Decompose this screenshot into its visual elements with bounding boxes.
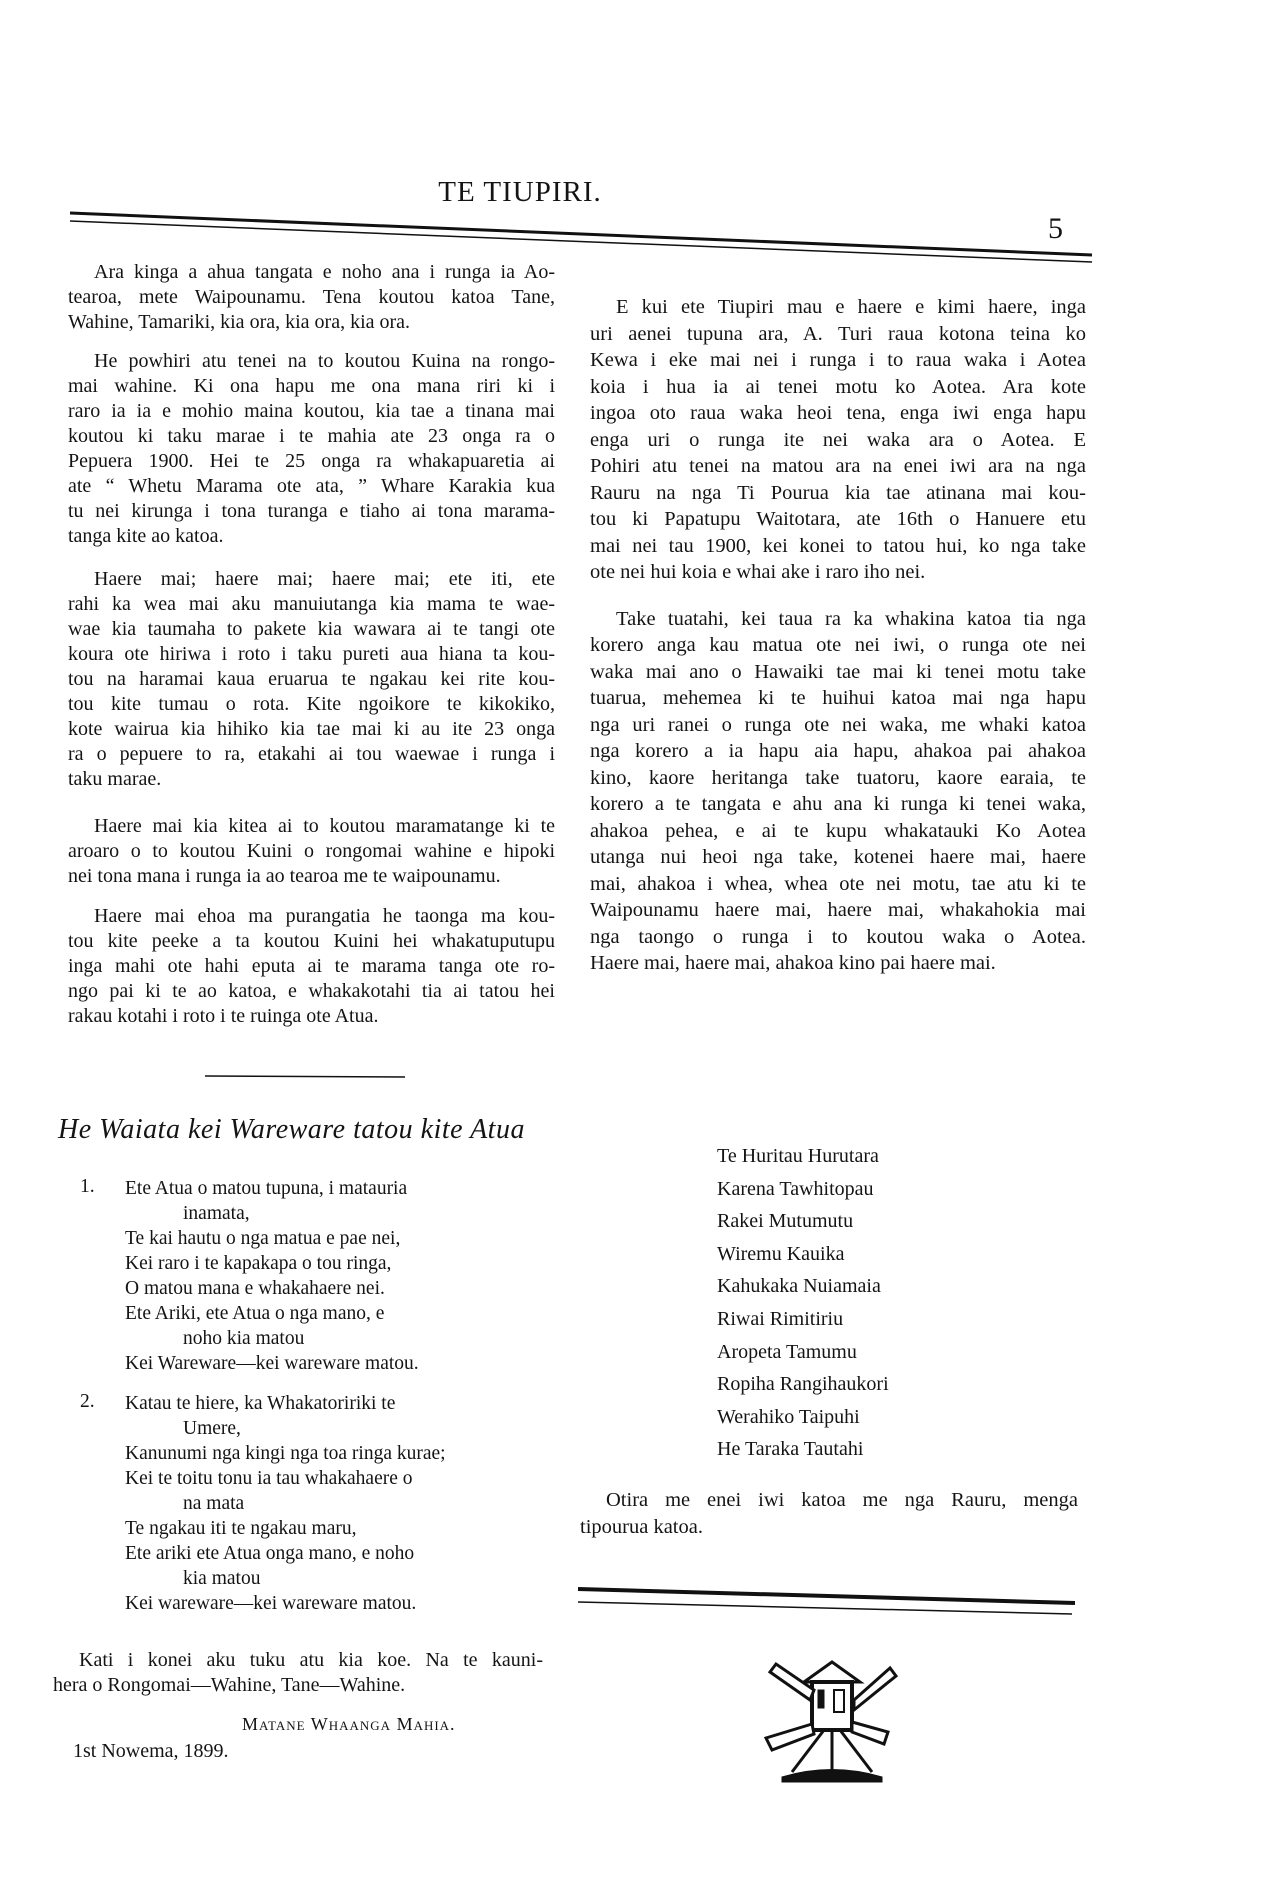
text-line: koura ote hiriwa i roto i taku pureti aua hiana ta kou- [68, 643, 555, 665]
signatory-name: Wiremu Kauika [717, 1242, 845, 1265]
stanza-number: 1. [80, 1176, 95, 1197]
paragraph [68, 260, 555, 335]
verse-text: noho kia matou [183, 1328, 305, 1349]
signatory-name: Rakei Mutumutu [717, 1210, 854, 1233]
text-line: Haere mai, haere mai, ahakoa kino pai haere mai. [590, 952, 996, 974]
text-line: Haere mai ehoa ma purangatia he taonga ma kou- [94, 905, 555, 927]
text-line: tuarua, mehemea ki te huihui katoa mai nga hapu [590, 687, 1086, 709]
text-line: korero anga kau matua ote nei iwi, o runga ote nei [590, 634, 1086, 656]
text-line: korero a te tangata e ahu ana ki runga ki tenei waka, [590, 793, 1086, 815]
text-line: He powhiri atu tenei na to koutou Kuina na rongo- [94, 350, 555, 372]
signatory-name: Ropiha Rangihaukori [717, 1373, 889, 1396]
text-line: tou kite tumau o rota. Kite ngoikore te kikokiko, [68, 693, 555, 715]
section-divider [205, 1076, 405, 1077]
text-line: tou na haramai kaua eruarua te ngakau kei rite kou- [68, 668, 555, 690]
text-line: tanga kite ao katoa. [68, 525, 224, 547]
verse-text: Kei te toitu tonu ia tau whakahaere o [125, 1468, 413, 1489]
text-line: nga korero a ia hapu aia hapu, ahakoa pai ahakoa [590, 740, 1086, 762]
text-line: tu nei kirunga i tona turanga e tiaho ai tona marama- [68, 500, 555, 522]
text-line: tearoa, mete Waipounamu. Tena koutou katoa Tane, [68, 286, 555, 308]
verse-line [80, 1301, 419, 1326]
signatory-name: Aropeta Tamumu [717, 1340, 857, 1363]
text-line: hera o Rongomai—Wahine, Tane—Wahine. [53, 1674, 406, 1696]
verse-text: Kanunumi nga kingi nga toa ringa kurae; [125, 1443, 446, 1464]
text-line: taku marae. [68, 768, 162, 790]
text-line: ra o pepuere to ra, etakahi ai tou waewae i runga i [68, 743, 555, 765]
signatory-name: Werahiko Taipuhi [717, 1405, 860, 1428]
page-title: TE TIUPIRI. [438, 176, 602, 208]
windmill-icon [766, 1662, 896, 1782]
paragraph [68, 567, 555, 792]
verse-text: Te ngakau iti te ngakau maru, [125, 1518, 357, 1539]
stanza [80, 1391, 446, 1616]
verse-line [80, 1226, 419, 1251]
text-line: tou ki Papatupu Waitotara, ate 16th o Hanuere etu [590, 508, 1086, 530]
verse-text: inamata, [183, 1203, 250, 1224]
text-line: aroaro o to koutou Kuini o rongomai wahine e hipoki [68, 840, 555, 862]
verse-text: Kei wareware—kei wareware matou. [125, 1593, 417, 1614]
text-line: kino, kaore heritanga take tuatoru, kaore earaia, te [590, 766, 1086, 789]
text-line: Otira me enei iwi katoa me nga Rauru, menga [606, 1489, 1078, 1511]
verse-line [80, 1276, 419, 1301]
text-line: Haere mai kia kitea ai to koutou maramatange ki te [94, 815, 555, 837]
text-line: mai wahine. Ki ona hapu me ona mana riri ki i [68, 375, 555, 397]
page-number: 5 [1048, 212, 1063, 245]
signatory-name: He Taraka Tautahi [717, 1438, 864, 1461]
verse-line [80, 1326, 419, 1351]
right-closing [580, 1487, 1078, 1540]
verse-text: kia matou [183, 1568, 261, 1589]
text-line: ngo pai ki te ao katoa, e whakakotahi tia ai tatou hei [68, 980, 555, 1002]
footer-rule [578, 1589, 1075, 1614]
verse-line [80, 1201, 419, 1226]
text-line: uri aenei tupuna ara, A. Turi raua kotona teina ko [590, 322, 1086, 345]
verse-line [80, 1441, 446, 1466]
verse-text: Umere, [183, 1418, 241, 1439]
poem-heading: He Waiata kei Wareware tatou kite Atua [58, 1114, 525, 1145]
text-line: ahakoa pehea, e ai te kupu whakatauki Ko Aotea [590, 819, 1086, 842]
text-line: Ara kinga a ahua tangata e noho ana i runga ia Ao- [94, 261, 555, 283]
text-line: raro ia ia e mohio maina koutou, kia tae a tinana mai [68, 400, 555, 422]
verse-line [80, 1176, 419, 1201]
signatory-name: Kahukaka Nuiamaia [717, 1275, 881, 1298]
poem-closing [53, 1648, 543, 1698]
text-line: Waipounamu haere mai, haere mai, whakahokia mai [590, 899, 1086, 921]
text-line: nei tona mana i runga ia ao tearoa me te waipounamu. [68, 865, 501, 887]
verse-text: Kei raro i te kapakapa o tou ringa, [125, 1253, 392, 1274]
text-line: E kui ete Tiupiri mau e haere e kimi haere, inga [616, 296, 1086, 318]
signatory-name: Karena Tawhitopau [717, 1177, 874, 1200]
stanza [80, 1176, 419, 1376]
paragraph [68, 814, 555, 889]
right-column [590, 294, 1086, 977]
text-line: mai, ahakoa i whea, whea ote nei motu, tae atu ki te [590, 872, 1086, 895]
text-line: rahi ka wea mai aku manuiutanga kia mama te wae- [68, 593, 555, 615]
text-line: mai nei tau 1900, kei konei to tatou hui, ko nga take [590, 534, 1086, 557]
text-line: Wahine, Tamariki, kia ora, kia ora, kia ora. [68, 311, 411, 333]
verse-line [80, 1566, 446, 1591]
text-line: Rauru na nga Ti Pourua kia tae atinana mai kou- [590, 481, 1086, 504]
signatory-name: Te Huritau Hurutara [717, 1145, 879, 1167]
text-line: utanga nui heoi nga take, kotenei haere mai, haere [590, 846, 1086, 868]
text-line: koia i hua ia ai tenei motu ko Aotea. Ara kote [590, 375, 1086, 398]
text-line: kote wairua kia hihiko kia tae mai ki au ite 23 onga [68, 718, 555, 740]
text-line: ingoa oto raua waka heoi tena, enga iwi enga hapu [590, 402, 1086, 424]
verse-text: na mata [183, 1493, 245, 1514]
verse-text: Katau te hiere, ka Whakatoririki te [125, 1393, 396, 1414]
verse-line [80, 1416, 446, 1441]
text-line: Pohiri atu tenei na matou ara na enei iwi ara na nga [590, 455, 1086, 477]
verse-text: O matou mana e whakahaere nei. [125, 1278, 385, 1299]
verse-text: Ete Ariki, ete Atua o nga mano, e [125, 1303, 385, 1324]
text-line: tipourua katoa. [580, 1515, 703, 1538]
text-line: Kati i konei aku tuku atu kia koe. Na te kauni- [79, 1649, 543, 1671]
text-line: enga uri o runga ite nei waka ara o Aotea. E [590, 428, 1086, 451]
paragraph [590, 294, 1086, 586]
header-rule [70, 213, 1092, 262]
text-line: tou kite peeke a ta koutou Kuini hei whakatuputupu [68, 930, 555, 952]
paragraph [68, 904, 555, 1029]
text-line: wae kia taumaha to pakete kia wawara ai te tangi ote [68, 618, 555, 640]
verse-text: Te kai hautu o nga matua e pae nei, [125, 1228, 401, 1249]
signatories-list [717, 1140, 889, 1466]
signatory-name: Riwai Rimitiriu [717, 1307, 844, 1330]
text-line: koutou ki taku marae i te mahia ate 23 onga ra o [68, 425, 555, 447]
verse-text: Ete Atua o matou tupuna, i matauria [125, 1178, 408, 1199]
paragraph [68, 349, 555, 549]
paragraph [590, 606, 1086, 977]
text-line: nga uri ranei o runga ote nei waka, me whaki katoa [590, 713, 1086, 736]
text-line: nga taongo o runga i to koutou waka o Aotea. [590, 925, 1086, 948]
text-line: waka mai ano o Hawaiki tae mai ki tenei motu take [590, 660, 1086, 683]
text-line: Take tuatahi, kei taua ra ka whakina katoa tia nga [616, 607, 1086, 630]
verse-text: Ete ariki ete Atua onga mano, e noho [125, 1543, 415, 1564]
text-line: Pepuera 1900. Hei te 25 onga ra whakapuaretia ai [68, 450, 555, 472]
verse-line [80, 1516, 446, 1541]
verse-line [80, 1391, 446, 1416]
text-line: Haere mai; haere mai; haere mai; ete iti, ete [94, 568, 555, 590]
verse-line [80, 1466, 446, 1491]
signature: Matane Whaanga Mahia. [242, 1714, 456, 1734]
verse-text: Kei Wareware—kei wareware matou. [125, 1353, 419, 1374]
stanza-number: 2. [80, 1391, 95, 1412]
verse-line [80, 1491, 446, 1516]
verse-line [80, 1541, 446, 1566]
date: 1st Nowema, 1899. [73, 1740, 229, 1762]
verse-line [80, 1351, 419, 1376]
text-line: inga mahi ote hahi eputa ai te marama tanga ote ro- [68, 955, 555, 977]
left-column [68, 260, 555, 1029]
verse-line [80, 1591, 446, 1616]
verse-line [80, 1251, 419, 1276]
text-line: Kewa i eke mai nei i runga i to raua waka i Aotea [590, 349, 1086, 371]
text-line: ote nei hui koia e whai ake i raro iho nei. [590, 561, 926, 583]
text-line: rakau kotahi i roto i te ruinga ote Atua. [68, 1005, 379, 1027]
text-line: ate “ Whetu Marama ote ata, ” Whare Karakia kua [68, 475, 555, 497]
